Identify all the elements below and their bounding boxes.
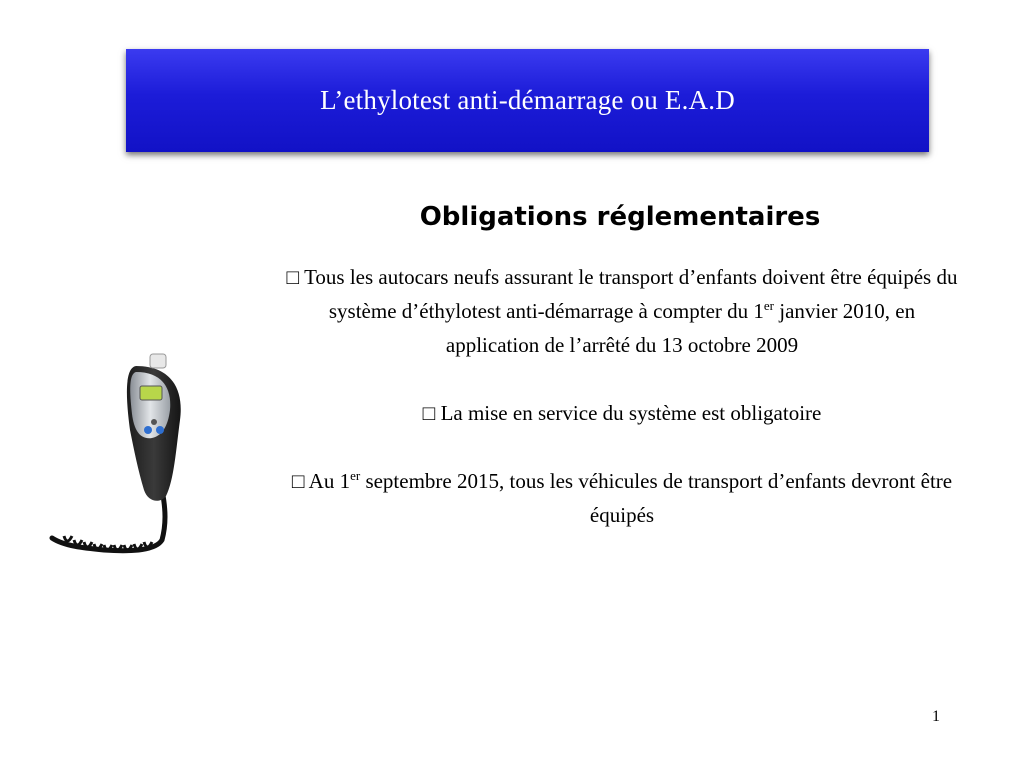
paragraph-text: Tous les autocars neufs assurant le transport d’enfants doivent être équipés du système d’éthylotest anti-démarrage à compter du 1 xyxy=(304,265,958,323)
paragraph-text-continued: septembre 2015, tous les véhicules de transport d’enfants devront être équipés xyxy=(360,469,953,527)
bullet-square: □ xyxy=(291,469,305,493)
paragraph-text: Au 1 xyxy=(308,469,351,493)
superscript: er xyxy=(350,468,361,483)
bullet-square: □ xyxy=(422,401,436,425)
paragraph-3 xyxy=(282,464,962,532)
section-heading: Obligations réglementaires xyxy=(419,202,821,232)
slide-title: L’ethylotest anti-démarrage ou E.A.D xyxy=(320,85,735,115)
paragraph-1 xyxy=(282,260,962,362)
paragraph-text-continued: janvier 2010, en application de l’arrêté du 13 octobre 2009 xyxy=(445,299,916,357)
bullet-square: □ xyxy=(286,265,300,289)
paragraph-text: La mise en service du système est obligatoire xyxy=(440,401,822,425)
page-number: 1 xyxy=(932,708,940,725)
breathalyzer-icon xyxy=(44,350,204,570)
paragraph-2 xyxy=(282,396,962,430)
title-banner xyxy=(126,49,929,152)
superscript: er xyxy=(763,298,774,313)
body-text xyxy=(282,260,962,566)
